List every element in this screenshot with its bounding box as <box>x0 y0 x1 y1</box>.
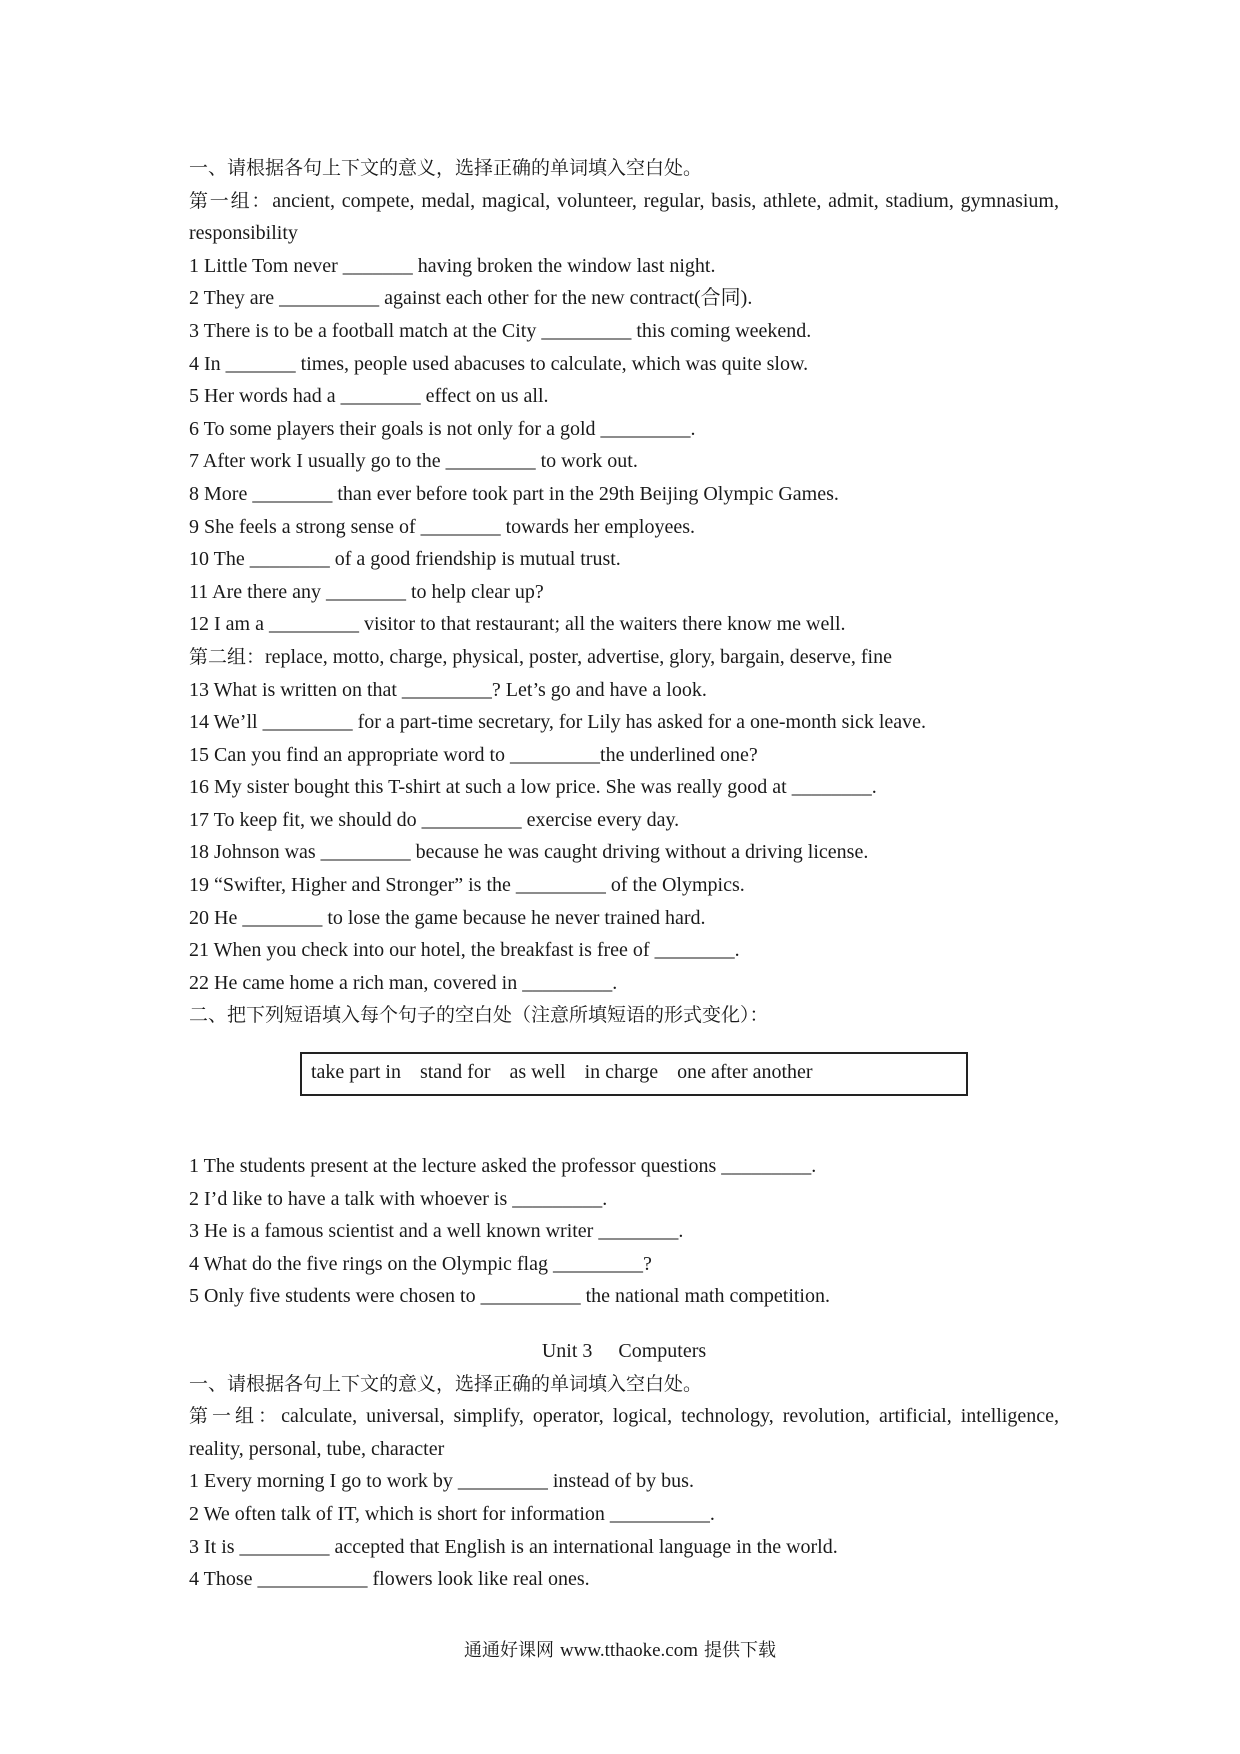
unit3-group1-words: calculate, universal, simplify, operator, logical, technology, revolution, artificial, intelligence, reality, personal, tube, character <box>189 1405 1059 1460</box>
exercise-item: 3 He is a famous scientist and a well known writer ________. <box>189 1220 684 1243</box>
exercise-item: 6 To some players their goals is not only for a gold _________. <box>189 417 696 440</box>
exercise-item: 10 The ________ of a good friendship is mutual trust. <box>189 548 621 571</box>
group1-label: 第一组： <box>189 189 273 212</box>
unit-label: Unit 3 <box>541 1340 593 1362</box>
exercise-item: 21 When you check into our hotel, the breakfast is free of ________. <box>189 939 740 962</box>
exercise-item: 12 I am a _________ visitor to that restaurant; all the waiters there know me well. <box>189 613 846 636</box>
exercise-item: 18 Johnson was _________ because he was caught driving without a driving license. <box>189 841 869 864</box>
phrase-item: take part in <box>311 1061 401 1084</box>
unit-title <box>189 1335 1059 1368</box>
worksheet-page <box>189 152 1059 1596</box>
exercise-item: 11 Are there any ________ to help clear up? <box>189 580 544 603</box>
group2-word-bank <box>189 641 1059 674</box>
exercise-item: 1 Every morning I go to work by _________ instead of by bus. <box>189 1470 694 1493</box>
exercise-item: 3 It is _________ accepted that English is an international language in the world. <box>189 1535 838 1558</box>
unit3-group1-word-bank <box>189 1400 1059 1465</box>
group2-label: 第二组： <box>189 645 266 668</box>
exercise-item: 20 He ________ to lose the game because he never trained hard. <box>189 906 706 929</box>
spacer <box>189 1313 1059 1335</box>
phrase-item: as well <box>509 1061 566 1084</box>
exercise-item: 2 We often talk of IT, which is short for information __________. <box>189 1502 715 1525</box>
group1-words: ancient, compete, medal, magical, volunteer, regular, basis, athlete, admit, stadium, gymnasium, responsibility <box>189 189 1059 245</box>
unit-name: Computers <box>618 1340 707 1362</box>
exercise-item: 19 “Swifter, Higher and Stronger” is the _________ of the Olympics. <box>189 874 745 897</box>
exercise-item: 4 In _______ times, people used abacuses to calculate, which was quite slow. <box>189 352 809 375</box>
exercise-item: 4 What do the five rings on the Olympic flag _________? <box>189 1252 652 1275</box>
exercise-item: 1 The students present at the lecture asked the professor questions _________. <box>189 1155 817 1178</box>
exercise-item: 4 Those ___________ flowers look like real ones. <box>189 1568 590 1591</box>
exercise-item: 2 I’d like to have a talk with whoever is _________. <box>189 1187 608 1210</box>
exercise-item: 2 They are __________ against each other for the new contract(合同). <box>189 287 753 310</box>
exercise-item: 17 To keep fit, we should do __________ exercise every day. <box>189 808 680 831</box>
exercise-item: 5 Only five students were chosen to __________ the national math competition. <box>189 1285 830 1308</box>
exercise-item: 15 Can you find an appropriate word to _________the underlined one? <box>189 743 758 766</box>
exercise-item: 8 More ________ than ever before took part in the 29th Beijing Olympic Games. <box>189 482 839 505</box>
exercise-item: 1 Little Tom never _______ having broken the window last night. <box>189 254 716 277</box>
phrase-bank-wrapper <box>189 1032 1059 1150</box>
exercise-item: 9 She feels a strong sense of ________ towards her employees. <box>189 515 695 538</box>
page-footer <box>0 1636 1240 1662</box>
unit3-heading: 一、请根据各句上下文的意义，选择正确的单词填入空白处。 <box>189 1372 703 1395</box>
group1-word-bank <box>189 185 1059 250</box>
exercise-item: 7 After work I usually go to the _________ to work out. <box>189 450 638 473</box>
phrase-item: in charge <box>584 1061 659 1084</box>
exercise-item: 22 He came home a rich man, covered in _________. <box>189 971 618 994</box>
exercise-item: 13 What is written on that _________? Let’s go and have a look. <box>189 678 707 701</box>
footer-suffix: 提供下载 <box>704 1640 777 1661</box>
footer-url[interactable]: www.tthaoke.com <box>559 1640 699 1661</box>
section1-heading: 一、请根据各句上下文的意义，选择正确的单词填入空白处。 <box>189 157 703 179</box>
footer-site-name: 通通好课网 <box>463 1640 554 1661</box>
unit3-group1-label: 第一组： <box>189 1405 282 1428</box>
section2-heading: 二、把下列短语填入每个句子的空白处（注意所填短语的形式变化）： <box>189 1004 769 1027</box>
phrase-item: one after another <box>677 1061 813 1084</box>
exercise-item: 14 We’ll _________ for a part-time secretary, for Lily has asked for a one-month sick leave. <box>189 711 927 734</box>
phrase-bank-box <box>300 1052 968 1096</box>
exercise-item: 16 My sister bought this T-shirt at such a low price. She was really good at ________. <box>189 776 877 799</box>
exercise-item: 5 Her words had a ________ effect on us all. <box>189 385 549 408</box>
phrase-item: stand for <box>419 1061 491 1084</box>
exercise-item: 3 There is to be a football match at the City _________ this coming weekend. <box>189 319 812 342</box>
group2-words: replace, motto, charge, physical, poster, advertise, glory, bargain, deserve, fine <box>265 645 892 668</box>
